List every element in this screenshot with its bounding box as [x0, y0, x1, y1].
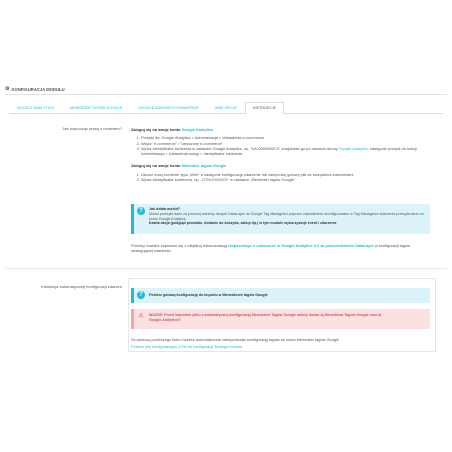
ga-step-3 — [141, 146, 431, 157]
gtm-step-2: 2. Wpisz identyfikator kontenera, np. „GTM-XXXXXX" w zakładce „Menedżer tagów Google" — [141, 177, 431, 182]
ga-steps — [131, 135, 431, 156]
warning-icon: ⚠ — [138, 313, 144, 319]
ga-heading-link[interactable]: Google Analytics — [181, 127, 214, 132]
tab-google-analytics[interactable]: GOOGLE ANALYTICS — [17, 106, 55, 110]
ga-step-1: 1. Przejdź do: Google Analytics > Administracja > Ustawienia e-commerce — [141, 135, 431, 140]
download-config-alert — [131, 288, 430, 303]
gtm-heading — [131, 163, 431, 168]
question-icon: ? — [137, 207, 145, 215]
info-line-1: Moduł przesyła dane za pomocą warstwy danych DataLayer do Google Tag Managera i poprzez odpowiednio skonfigurowane w Tag Managerze zdarzenia przesyła dane na konto Google Analytics. — [149, 211, 424, 221]
doc-note-text: Prosimy również zapoznać się z oficjalną dokumentacją — [131, 243, 229, 248]
info-title: Jak działa moduł? — [149, 207, 180, 211]
doc-note-rest: w konfiguracji tagów obsługującej zdarzenia. — [131, 243, 411, 254]
section-divider — [5, 268, 447, 269]
panel-heading — [5, 84, 447, 95]
gtm-step-1: 1. Utwórz nowy kontener typu „Web" a następnie konfigurację zdarzenie lub zaimportuj gotowy plik ze wszystkimi zdarzeniami — [141, 172, 431, 177]
ga-heading — [131, 127, 431, 132]
gtm-heading-link[interactable]: Menedżer tagów Google — [181, 163, 227, 169]
tab-google-tag-manager[interactable]: MENEDŻER TAGÓW GOOGLE — [70, 106, 123, 110]
documentation-note — [131, 243, 431, 254]
panel-title: KONFIGURACJA MODUŁU — [11, 86, 65, 92]
ga-step-3-link[interactable]: Google Analytics — [338, 145, 368, 151]
import-warning-text: WAŻNE: Przed importem pliku z automatyczną konfiguracją Menedżera Tagów Google należy dodać tą Menedżera Tagów Google oraz id Google Analytics!! — [149, 313, 382, 322]
ga-step-3-text: Wpisz identyfikator śledzenia w zakładce Google Analytics, np. "UA-00000000-0" znajdziesz go po otwarciu strony — [141, 145, 339, 151]
ga-step-3-rest: , następnie przejdź do sekcji Administracja > Ustawienia usługi > Identyfikator śledzenia — [141, 145, 417, 157]
getting-started-content — [131, 127, 431, 182]
download-config-text: Pobierz gotową konfigurację do importu w Menedżerze tagów Google — [149, 293, 268, 297]
download-gtm-config-link[interactable]: Pobierz plik konfiguracyjny GTM do konfiguracji Twojego modułu — [131, 344, 243, 349]
question-icon: ? — [137, 291, 145, 299]
tab-google-adwords[interactable]: GOOGLE ADWORDS KONWERSJE — [138, 106, 199, 110]
import-warning-alert — [131, 309, 430, 329]
documentation-link[interactable]: ulepszonego e-commerce w Google Analytics 3.0 za pośrednictwem DataLayer — [228, 243, 374, 248]
gtm-steps — [131, 172, 431, 183]
tab-other-options[interactable]: INNE OPCJE — [214, 106, 237, 110]
ga-heading-text: Zaloguj się na swoje konto — [131, 127, 182, 132]
ga-step-2: 2. Włącz "e-commerce" i "ulepszony e-commerce". — [141, 141, 431, 146]
tab-bar — [9, 102, 443, 114]
section-label-getting-started: Jak rozpocząć pracę z modułem? — [62, 126, 122, 131]
module-configuration-page — [0, 84, 452, 452]
section-label-auto-config: Instrukcja automatycznej konfiguracji zdarzeń — [41, 284, 122, 289]
info-line-2: Każda akcja (podgląd produktu, dodanie do koszyka, zakup itp.) w tym module wykorzystuje event / zdarzenie — [149, 221, 337, 226]
import-description: Za pomocą poniższego linku możesz automatycznie zaimportować konfigurację tagów do konta Menedżer tagów Google — [131, 337, 340, 342]
gear-icon: ⚙ — [5, 86, 10, 92]
how-module-works-alert — [131, 204, 430, 234]
tab-instructions[interactable]: INSTRUKCJE — [245, 102, 284, 114]
gtm-heading-text: Zaloguj się na swoje konto — [131, 163, 182, 169]
